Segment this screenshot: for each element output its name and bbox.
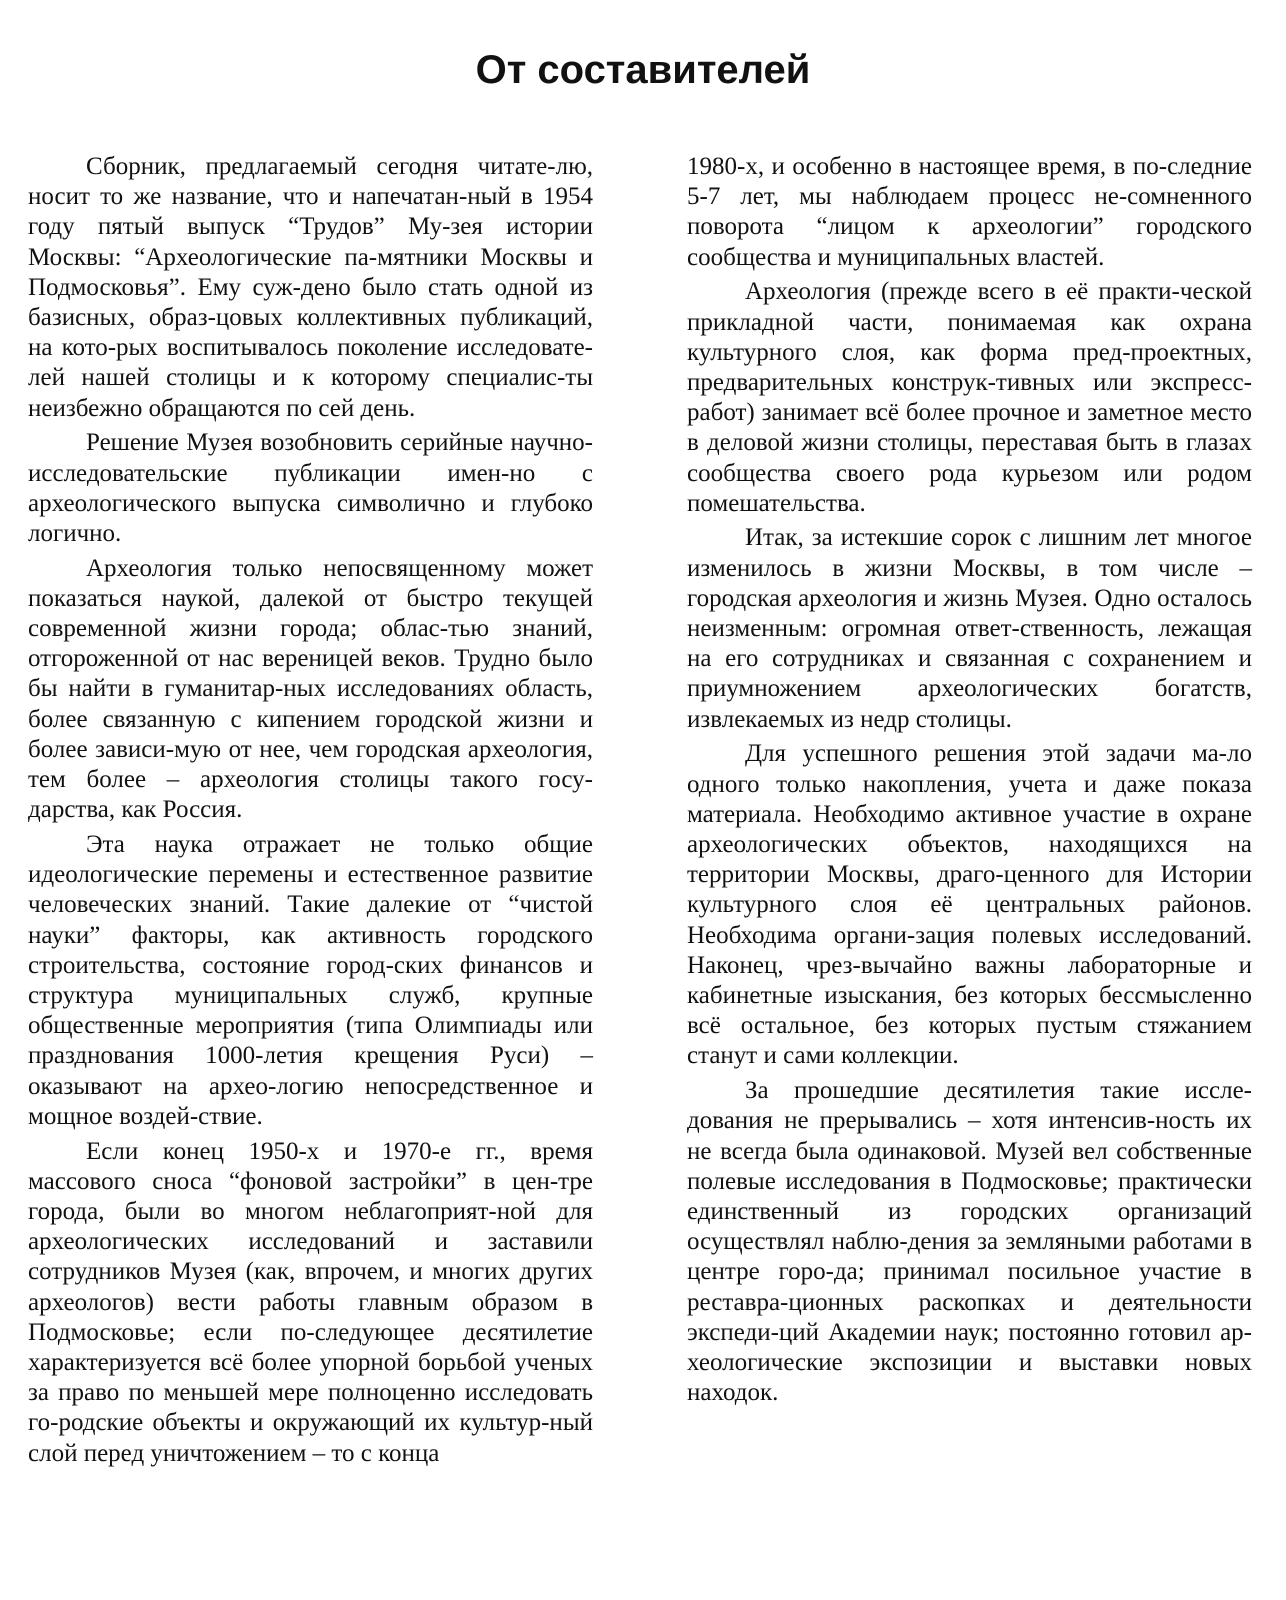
paragraph: Для успешного решения этой задачи ма-ло одного только накопления, учета и даже показа материала. Необходимо активное участие в охране археологических объектов, находящихся на территории Москвы, драго-ценного для Истории культурного слоя её центральных районов. Необходима органи-зация полевых исследований. Наконец, чрез-вычайно важны лабораторные и кабинетные изыскания, без которых бессмысленно всё остальное, без которых пустым стяжанием станут и сами коллекции. xyxy=(687,740,1252,1070)
paragraph-continued: 1980-х, и особенно в настоящее время, в по-следние 5-7 лет, мы наблюдаем процесс не-сомненного поворота “лицом к археологии” городского сообщества и муниципальных властей. xyxy=(687,153,1252,271)
paragraph: За прошедшие десятилетия такие иссле-дования не прерывались – хотя интенсив-ность их не всегда была одинаковой. Музей вел собственные полевые исследования в Подмосковье; практически единственный из городских организаций осуществлял наблю-дения за земляными работами в центре горо-да; принимал посильное участие в реставра-ционных раскопках и деятельности экспеди-ций Академии наук; постоянно готовил ар-хеологические экспозиции и выставки новых находок. xyxy=(687,1077,1252,1407)
paragraph: Археология (прежде всего в её практи-ческой прикладной части, понимаемая как охрана культурного слоя, как форма пред-проектных, предварительных конструк-тивных или экспресс-работ) занимает всё более прочное и заметное место в деловой жизни столицы, переставая быть в глазах сообщества своего рода курьезом или родом помешательства. xyxy=(687,278,1252,517)
left-column xyxy=(28,152,593,1473)
paragraph: Если конец 1950-х и 1970-е гг., время массового сноса “фоновой застройки” в цен-тре города, были во многом неблагоприят-ной для археологических исследований и заставили сотрудников Музея (как, впрочем, и многих других археологов) вести работы главным образом в Подмосковье; если по-следующее десятилетие характеризуется всё более упорной борьбой ученых за право по меньшей мере полноценно исследовать го-родские объекты и окружающий их культур-ный слой перед уничтожением – то с конца xyxy=(28,1137,593,1467)
paragraph: Сборник, предлагаемый сегодня читате-лю, носит то же название, что и напечатан-ный в 1954 году пятый выпуск “Трудов” Му-зея истории Москвы: “Археологические па-мятники Москвы и Подмосковья”. Ему суж-дено было стать одной из базисных, образ-цовых коллективных публикаций, на кото-рых воспитывалось поколение исследовате-лей нашей столицы и к которому специалис-ты неизбежно обращаются по сей день. xyxy=(28,153,593,422)
paragraph: Археология только непосвященному может показаться наукой, далекой от быстро текущей современной жизни города; облас-тью знаний, отгороженной от нас вереницей веков. Трудно было бы найти в гуманитар-ных исследованиях область, более связанную с кипением городской жизни и более зависи-мую от нее, чем городская археология, тем более – археология столицы такого госу-дарства, как Россия. xyxy=(28,554,593,824)
paragraph: Эта наука отражает не только общие идеологические перемены и естественное развитие человеческих знаний. Такие далекие от “чистой науки” факторы, как активность городского строительства, состояние город-ских финансов и структура муниципальных служб, крупные общественные мероприятия (типа Олимпиады или празднования 1000-летия крещения Руси) – оказывают на архео-логию непосредственное и мощное воздей-ствие. xyxy=(28,830,593,1130)
paragraph: Итак, за истекшие сорок с лишним лет многое изменилось в жизни Москвы, в том числе – городская археология и жизнь Музея. Одно осталось неизменным: огромная ответ-ственность, лежащая на его сотрудниках и связанная с сохранением и приумножением археологических богатств, извлекаемых из недр столицы. xyxy=(687,524,1252,733)
page-title: От составителей xyxy=(475,48,811,92)
right-column xyxy=(687,152,1252,1413)
paragraph: Решение Музея возобновить серийные научно-исследовательские публикации имен-но с археологического выпуска символично и глубоко логично. xyxy=(28,429,593,547)
